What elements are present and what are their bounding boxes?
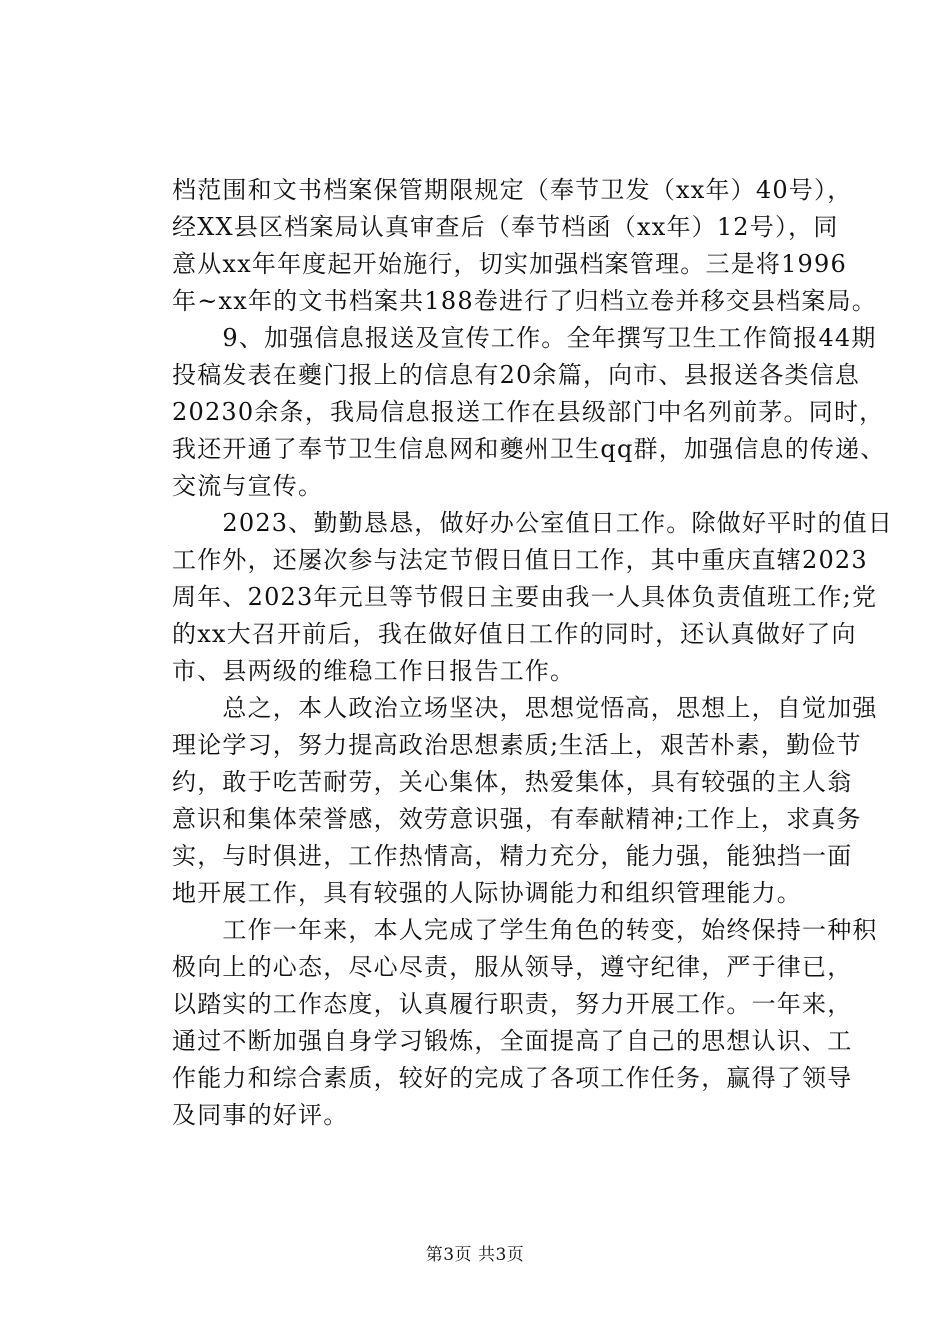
text-line: 极向上的心态，尽心尽责，服从领导，遵守纪律，严于律已， — [172, 953, 853, 981]
document-body — [172, 172, 894, 1134]
text-line: 工作一年来，本人完成了学生角色的转变，始终保持一种积 — [172, 916, 878, 944]
text-line: 的xx大召开前后，我在做好值日工作的同时，还认真做好了向 — [172, 620, 857, 648]
text-line: 我还开通了奉节卫生信息网和夔州卫生qq群，加强信息的传递、 — [172, 435, 886, 463]
text-line: 经XX县区档案局认真审查后（奉节档函（xx年）12号），同 — [172, 213, 839, 241]
text-line: 地开展工作，具有较强的人际协调能力和组织管理能力。 — [172, 879, 802, 907]
text-line: 交流与宣传。 — [172, 472, 324, 500]
text-line: 通过不断加强自身学习锻炼，全面提高了自己的思想认识、工 — [172, 1027, 853, 1055]
text-line: 工作外，还屡次参与法定节假日值日工作，其中重庆直辖2023 — [172, 546, 868, 574]
text-line: 9、加强信息报送及宣传工作。全年撰写卫生工作简报44期 — [172, 324, 877, 352]
text-line: 总之，本人政治立场坚决，思想觉悟高，思想上，自觉加强 — [172, 694, 878, 722]
text-line: 以踏实的工作态度，认真履行职责，努力开展工作。一年来， — [172, 990, 853, 1018]
text-line: 理论学习，努力提高政治思想素质;生活上，艰苦朴素，勤俭节 — [172, 731, 862, 759]
text-line: 意识和集体荣誉感，效劳意识强，有奉献精神;工作上，求真务 — [172, 805, 862, 833]
text-line: 市、县两级的维稳工作日报告工作。 — [172, 657, 576, 685]
text-line: 作能力和综合素质，较好的完成了各项工作任务，赢得了领导 — [172, 1064, 853, 1092]
text-line: 约，敢于吃苦耐劳，关心集体，热爱集体，具有较强的主人翁 — [172, 768, 853, 796]
text-line: 年~xx年的文书档案共188卷进行了归档立卷并移交县档案局。 — [172, 287, 877, 315]
page-footer: 第3页 共3页 — [425, 1245, 525, 1265]
text-line: 及同事的好评。 — [172, 1101, 349, 1129]
text-line: 意从xx年年度起开始施行，切实加强档案管理。三是将1996 — [172, 250, 847, 278]
text-line: 周年、2023年元旦等节假日主要由我一人具体负责值班工作;党 — [172, 583, 878, 611]
text-line: 档范围和文书档案保管期限规定（奉节卫发（xx年）40号）， — [172, 176, 853, 204]
text-line: 实，与时俱进，工作热情高，精力充分，能力强，能独挡一面 — [172, 842, 853, 870]
text-line: 2023、勤勤恳恳，做好办公室值日工作。除做好平时的值日 — [172, 509, 894, 537]
text-line: 投稿发表在夔门报上的信息有20余篇，向市、县报送各类信息 — [172, 361, 861, 389]
text-line: 20230余条，我局信息报送工作在县级部门中名列前茅。同时， — [172, 398, 885, 426]
